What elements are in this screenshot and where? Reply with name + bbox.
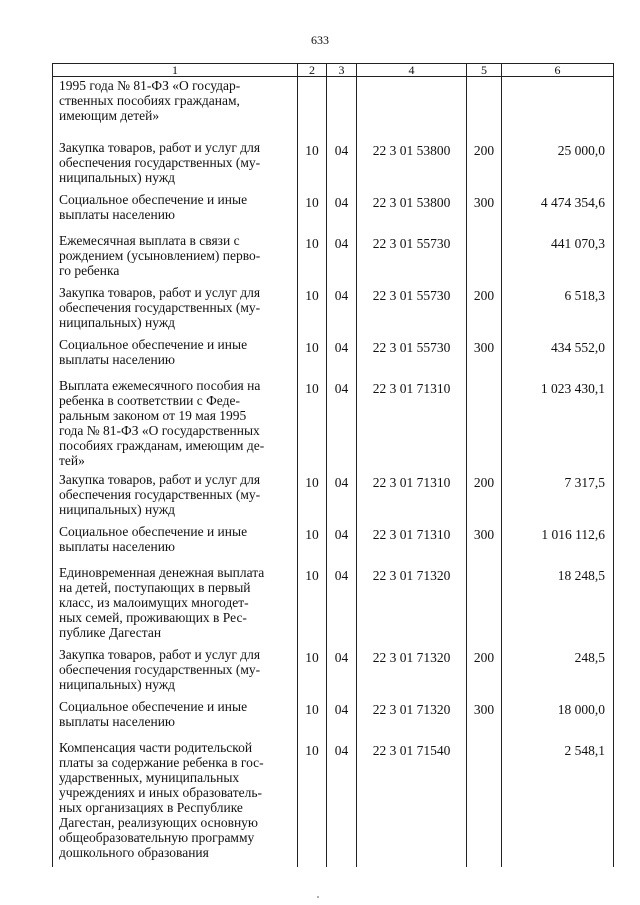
description-line: Социальное обеспечение и иные [59, 698, 248, 714]
description-line: Закупка товаров, работ и услуг для [59, 139, 261, 155]
target-article-code: 22 3 01 53800 [357, 139, 467, 191]
description-line: Дагестан, реализующих основную [59, 814, 259, 830]
subsection-code: 04 [327, 698, 357, 739]
target-article-code: 22 3 01 53800 [357, 191, 467, 232]
description-line: ственных пособиях гражданам, [59, 93, 240, 108]
description-line: ниципальных) нужд [59, 676, 176, 692]
target-article-code: 22 3 01 71540 [357, 739, 467, 867]
row-description [53, 523, 298, 564]
target-article-code: 22 3 01 71310 [357, 377, 467, 471]
expense-type-code: 200 [467, 139, 502, 191]
section-code: 10 [298, 698, 327, 739]
table-row [53, 377, 614, 471]
section-code: 10 [298, 564, 327, 646]
table-row [53, 284, 614, 336]
table-row [53, 336, 614, 377]
section-code: 10 [298, 471, 327, 523]
row-description [53, 377, 298, 471]
row-description [53, 739, 298, 867]
row-description [53, 336, 298, 377]
expense-type-code [467, 77, 502, 139]
row-description [53, 191, 298, 232]
subsection-code: 04 [327, 523, 357, 564]
amount: 248,5 [502, 646, 614, 698]
description-line: ребенка в соответствии с Феде- [59, 392, 240, 408]
table-row [53, 646, 614, 698]
row-description [53, 139, 298, 191]
description-line: ниципальных) нужд [59, 169, 176, 185]
table-row [53, 232, 614, 284]
scan-dot [317, 896, 319, 898]
description-line: Социальное обеспечение и иные [59, 336, 248, 352]
amount: 2 548,1 [502, 739, 614, 867]
table-row [53, 739, 614, 867]
row-description [53, 232, 298, 284]
description-line: Социальное обеспечение и иные [59, 191, 248, 207]
description-line: выплаты населению [59, 713, 176, 729]
row-description [53, 698, 298, 739]
section-code: 10 [298, 377, 327, 471]
expense-type-code [467, 377, 502, 471]
description-line: выплаты населению [59, 206, 176, 222]
description-line: обеспечения государственных (му- [59, 661, 261, 677]
description-line: имеющим детей» [59, 108, 160, 123]
description-line: тей» [59, 452, 85, 468]
description-line: ударственных, муниципальных [59, 769, 240, 785]
header-col-2: 2 [298, 64, 327, 77]
subsection-code: 04 [327, 646, 357, 698]
expense-type-code [467, 739, 502, 867]
section-code: 10 [298, 523, 327, 564]
amount: 18 248,5 [502, 564, 614, 646]
description-line: Закупка товаров, работ и услуг для [59, 471, 261, 487]
subsection-code: 04 [327, 284, 357, 336]
amount: 1 016 112,6 [502, 523, 614, 564]
amount: 18 000,0 [502, 698, 614, 739]
target-article-code: 22 3 01 71320 [357, 646, 467, 698]
target-article-code: 22 3 01 55730 [357, 232, 467, 284]
description-line: ниципальных) нужд [59, 501, 176, 517]
expense-type-code: 300 [467, 698, 502, 739]
section-code: 10 [298, 232, 327, 284]
description-line: ниципальных) нужд [59, 314, 176, 330]
section-code: 10 [298, 739, 327, 867]
amount: 25 000,0 [502, 139, 614, 191]
amount: 7 317,5 [502, 471, 614, 523]
header-col-3: 3 [327, 64, 357, 77]
amount: 434 552,0 [502, 336, 614, 377]
expense-type-code: 300 [467, 523, 502, 564]
page-number: 633 [311, 33, 329, 47]
target-article-code: 22 3 01 71310 [357, 471, 467, 523]
subsection-code [327, 77, 357, 139]
header-col-4: 4 [357, 64, 467, 77]
subsection-code: 04 [327, 377, 357, 471]
amount: 6 518,3 [502, 284, 614, 336]
amount: 441 070,3 [502, 232, 614, 284]
description-line: ных организациях в Республике [59, 799, 243, 815]
section-code: 10 [298, 646, 327, 698]
description-line: дошкольного образования [59, 844, 209, 860]
description-line: рождением (усыновлением) перво- [59, 247, 261, 263]
description-line: выплаты населению [59, 351, 176, 367]
row-description [53, 471, 298, 523]
header-col-6: 6 [502, 64, 614, 77]
subsection-code: 04 [327, 471, 357, 523]
row-description [53, 564, 298, 646]
expense-type-code: 200 [467, 284, 502, 336]
target-article-code [357, 77, 467, 139]
expense-type-code: 200 [467, 471, 502, 523]
table-row [53, 523, 614, 564]
description-line: обеспечения государственных (му- [59, 486, 261, 502]
section-code: 10 [298, 336, 327, 377]
row-description [53, 77, 298, 139]
table-row [53, 139, 614, 191]
expense-type-code: 300 [467, 191, 502, 232]
subsection-code: 04 [327, 739, 357, 867]
description-line: выплаты населению [59, 538, 176, 554]
description-line: Единовременная денежная выплата [59, 564, 265, 580]
target-article-code: 22 3 01 55730 [357, 336, 467, 377]
subsection-code: 04 [327, 191, 357, 232]
subsection-code: 04 [327, 336, 357, 377]
subsection-code: 04 [327, 232, 357, 284]
target-article-code: 22 3 01 71320 [357, 698, 467, 739]
description-line: 1995 года № 81-ФЗ «О государ- [59, 78, 241, 93]
amount: 1 023 430,1 [502, 377, 614, 471]
description-line: публике Дагестан [59, 624, 162, 640]
description-line: обеспечения государственных (му- [59, 299, 261, 315]
table-row [53, 471, 614, 523]
row-description [53, 284, 298, 336]
table-body [53, 77, 614, 867]
section-code: 10 [298, 191, 327, 232]
table-row [53, 564, 614, 646]
header-row [53, 64, 614, 77]
table-row [53, 191, 614, 232]
description-line: ных семей, проживающих в Рес- [59, 609, 247, 625]
expense-type-code: 200 [467, 646, 502, 698]
expense-type-code [467, 564, 502, 646]
description-line: пособиях гражданам, имеющим де- [59, 437, 265, 453]
section-code [298, 77, 327, 139]
description-line: класс, из малоимущих многодет- [59, 594, 249, 610]
table-row [53, 698, 614, 739]
description-line: ральным законом от 19 мая 1995 [59, 407, 247, 423]
header-col-1: 1 [53, 64, 298, 77]
subsection-code: 04 [327, 564, 357, 646]
target-article-code: 22 3 01 71320 [357, 564, 467, 646]
description-line: года № 81-ФЗ «О государственных [59, 422, 260, 438]
description-line: Закупка товаров, работ и услуг для [59, 284, 261, 300]
subsection-code: 04 [327, 139, 357, 191]
target-article-code: 22 3 01 71310 [357, 523, 467, 564]
description-line: Выплата ежемесячного пособия на [59, 377, 261, 393]
description-line: Социальное обеспечение и иные [59, 523, 248, 539]
header-col-5: 5 [467, 64, 502, 77]
target-article-code: 22 3 01 55730 [357, 284, 467, 336]
description-line: Компенсация части родительской [59, 739, 253, 755]
description-line: общеобразовательную программу [59, 829, 255, 845]
description-line: Ежемесячная выплата в связи с [59, 232, 240, 248]
description-line: платы за содержание ребенка в гос- [59, 754, 264, 770]
expense-type-code [467, 232, 502, 284]
description-line: на детей, поступающих в первый [59, 579, 251, 595]
section-code: 10 [298, 284, 327, 336]
description-line: Закупка товаров, работ и услуг для [59, 646, 261, 662]
row-description [53, 646, 298, 698]
budget-table [52, 63, 614, 867]
description-line: учреждениях и иных образователь- [59, 784, 262, 800]
amount [502, 77, 614, 139]
table-row [53, 77, 614, 139]
section-code: 10 [298, 139, 327, 191]
description-line: го ребенка [59, 262, 120, 278]
amount: 4 474 354,6 [502, 191, 614, 232]
description-line: обеспечения государственных (му- [59, 154, 261, 170]
expense-type-code: 300 [467, 336, 502, 377]
